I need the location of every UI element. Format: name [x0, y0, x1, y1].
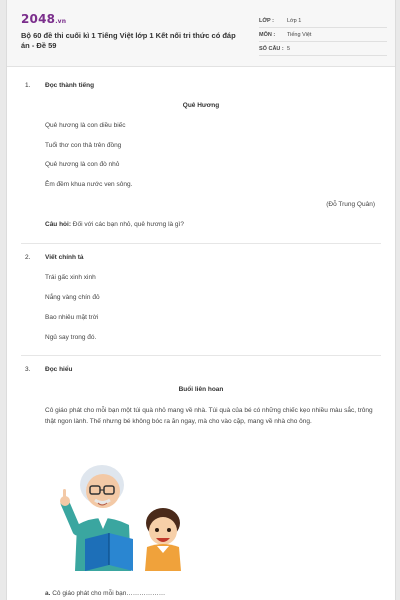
dictation-line: Ngủ say trong đó.: [45, 334, 97, 341]
poem-line: Quê hương là con đò nhỏ: [45, 161, 120, 168]
section-3-title: Đọc hiểu: [45, 366, 73, 373]
grandpa-reading-illustration: [57, 453, 189, 571]
poem-line: Quê hương là con diều biếc: [45, 122, 126, 129]
site-logo[interactable]: [21, 12, 66, 26]
logo-tld: .vn: [55, 18, 67, 25]
story-paragraph: Cô giáo phát cho mỗi bạn một túi quà nhỏ mang về nhà. Túi quà của bé có những chiếc kẹo nhiều màu sắc, trông thật ngon lành. Thế nhưng bé không bóc ra ăn ngay, mà cho vào cặp, mang về nhà cho ông.: [45, 407, 373, 425]
dictation-line: Trái gấc xinh xinh: [45, 274, 96, 281]
meta-count-key: SỐ CÂU :: [259, 46, 284, 52]
meta-grade-value: Lớp 1: [287, 18, 302, 24]
question-text: Đối với các bạn nhỏ, quê hương là gì?: [71, 221, 184, 228]
question-label: Câu hỏi:: [45, 221, 71, 228]
section-2-title: Viết chính tả: [45, 254, 84, 261]
section-1-question: [45, 221, 184, 228]
dictation-line: Bao nhiêu mặt trời: [45, 314, 99, 321]
section-3-number: 3.: [25, 366, 31, 373]
section-divider: [21, 355, 381, 356]
document-header: [7, 0, 395, 67]
meta-grade-key: LỚP :: [259, 18, 274, 24]
dictation-line: Nắng vàng chín đỏ: [45, 294, 100, 301]
document-page: [6, 0, 396, 600]
meta-count-value: 5: [287, 46, 291, 52]
section-divider: [21, 243, 381, 244]
meta-subject-value: Tiếng Việt: [287, 32, 312, 38]
section-2-number: 2.: [25, 254, 31, 261]
poem-title: Quê Hương: [182, 102, 220, 109]
document-title: Bộ 60 đề thi cuối kì 1 Tiếng Việt lớp 1 Kết nối tri thức có đáp án - Đề 59: [21, 31, 236, 50]
section-1-number: 1.: [25, 82, 31, 89]
sub-question: [45, 590, 165, 597]
sub-question-label: a.: [45, 590, 51, 597]
poem-line: Êm đềm khua nước ven sông.: [45, 181, 133, 188]
logo-main: 2048: [21, 12, 56, 26]
meta-subject-key: MÔN :: [259, 32, 276, 38]
section-1-title: Đọc thành tiếng: [45, 82, 95, 89]
poem-line: Tuổi thơ con thả trên đồng: [45, 142, 122, 149]
sub-question-text: Cô giáo phát cho mỗi bạn………………: [50, 590, 166, 597]
story-title: Buổi liên hoan: [178, 386, 224, 393]
poem-author: (Đỗ Trung Quân): [326, 201, 375, 208]
